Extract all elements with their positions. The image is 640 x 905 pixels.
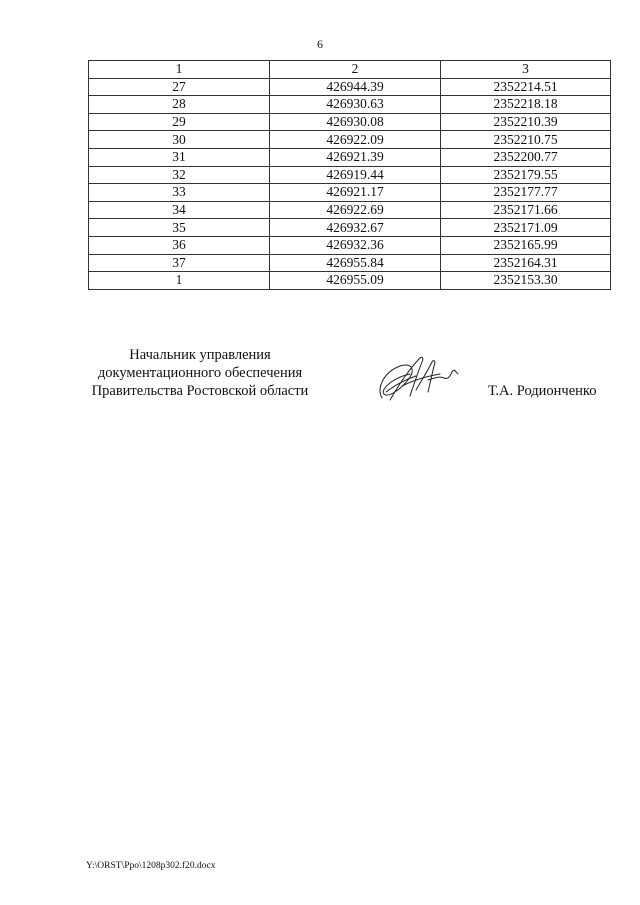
table-cell: 426922.09	[270, 131, 441, 149]
table-cell: 35	[89, 219, 270, 237]
table-cell: 2352214.51	[441, 78, 611, 96]
table-cell: 30	[89, 131, 270, 149]
table-cell: 29	[89, 113, 270, 131]
table-cell: 426930.08	[270, 113, 441, 131]
table-cell: 37	[89, 254, 270, 272]
signatory-title-line: Начальник управления	[129, 347, 271, 363]
table-cell: 426955.09	[270, 272, 441, 290]
table-row	[89, 219, 611, 237]
table-cell: 426955.84	[270, 254, 441, 272]
column-header: 2	[270, 61, 441, 79]
table-cell: 2352218.18	[441, 96, 611, 114]
table-cell: 2352210.75	[441, 131, 611, 149]
column-header: 1	[89, 61, 270, 79]
file-path-footer: Y:\ORST\Ppo\1208p302.f20.docx	[86, 861, 216, 871]
signer-name: Т.А. Родионченко	[488, 383, 597, 399]
table-cell: 33	[89, 184, 270, 202]
table-cell: 2352200.77	[441, 148, 611, 166]
table-cell: 27	[89, 78, 270, 96]
table-cell: 426922.69	[270, 201, 441, 219]
table-row	[89, 78, 611, 96]
table-row	[89, 96, 611, 114]
table-cell: 426932.67	[270, 219, 441, 237]
table-cell: 34	[89, 201, 270, 219]
table-cell: 2352164.31	[441, 254, 611, 272]
table-row	[89, 113, 611, 131]
table-cell: 1	[89, 272, 270, 290]
coordinates-table	[88, 60, 611, 290]
signatory-title-line: Правительства Ростовской области	[91, 383, 309, 399]
table-row	[89, 131, 611, 149]
table-row	[89, 184, 611, 202]
table-cell: 31	[89, 148, 270, 166]
table-cell: 426932.36	[270, 236, 441, 254]
table-cell: 2352177.77	[441, 184, 611, 202]
table-row	[89, 201, 611, 219]
table-cell: 426930.63	[270, 96, 441, 114]
table-cell: 36	[89, 236, 270, 254]
table-row	[89, 236, 611, 254]
table-cell: 426921.17	[270, 184, 441, 202]
table-cell: 426921.39	[270, 148, 441, 166]
table-cell: 32	[89, 166, 270, 184]
table-cell: 2352171.66	[441, 201, 611, 219]
table-header-row	[89, 61, 611, 79]
signatory-title	[80, 346, 320, 400]
table-row	[89, 166, 611, 184]
table-row	[89, 148, 611, 166]
table-row	[89, 272, 611, 290]
table-row	[89, 254, 611, 272]
table-cell: 28	[89, 96, 270, 114]
table-cell: 426944.39	[270, 78, 441, 96]
handwritten-signature	[370, 350, 470, 410]
table-cell: 2352171.09	[441, 219, 611, 237]
table-cell: 2352153.30	[441, 272, 611, 290]
table-cell: 2352210.39	[441, 113, 611, 131]
signatory-title-line: документационного обеспечения	[97, 365, 303, 381]
column-header: 3	[441, 61, 611, 79]
table-cell: 2352179.55	[441, 166, 611, 184]
table-cell: 426919.44	[270, 166, 441, 184]
page-number: 6	[317, 37, 323, 51]
table-cell: 2352165.99	[441, 236, 611, 254]
